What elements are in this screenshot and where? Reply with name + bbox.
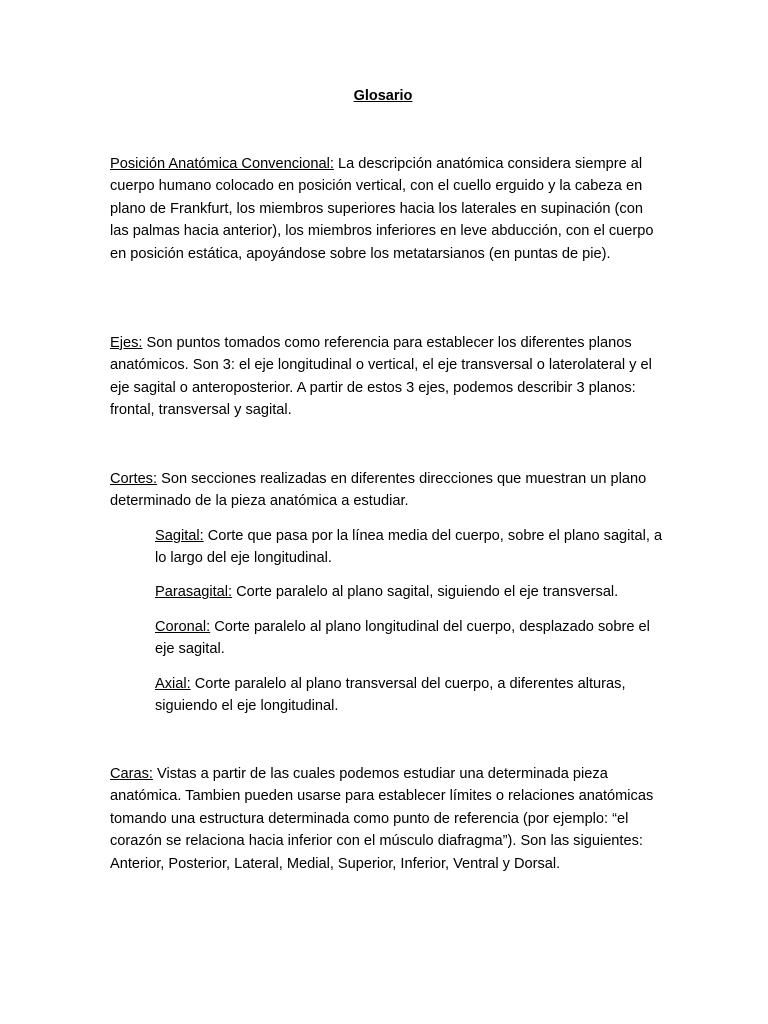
definition-cortes: Son secciones realizadas en diferentes direcciones que muestran un plano determinado de la pieza anatómica a estudiar. [110,471,647,510]
paragraph-ejes [110,332,662,422]
term-parasagital: Parasagital: [155,584,233,600]
definition-coronal: Corte paralelo al plano longitudinal del cuerpo, desplazado sobre el eje sagital. [155,619,650,658]
paragraph-cortes [110,468,662,513]
term-sagital: Sagital: [155,528,204,544]
term-caras: Caras: [110,766,153,782]
subitem-sagital [155,525,663,570]
definition-posicion-anatomica: La descripción anatómica considera siempre al cuerpo humano colocado en posición vertical, con el cuello erguido y la cabeza en plano de Frankfurt, los miembros superiores hacia los laterales en supinación (con las palmas hacia anterior), los miembros inferiores en leve abducción, con el cuerpo en posición estática, apoyándose sobre los metatarsianos (en puntas de pie). [110,156,654,262]
definition-axial: Corte paralelo al plano transversal del cuerpo, a diferentes alturas, siguiendo el eje longitudinal. [155,676,626,715]
definition-caras: Vistas a partir de las cuales podemos estudiar una determinada pieza anatómica. Tambien pueden usarse para establecer límites o relaciones anatómicas tomando una estructura determinada como punto de referencia (por ejemplo: “el corazón se relaciona hacia inferior con el músculo diafragma”). Son las siguientes: Anterior, Posterior, Lateral, Medial, Superior, Inferior, Ventral y Dorsal. [110,766,654,872]
page-title: Glosario [353,88,413,104]
term-ejes: Ejes: [110,335,143,351]
term-coronal: Coronal: [155,619,211,635]
term-axial: Axial: [155,676,191,692]
paragraph-posicion-anatomica [110,153,662,265]
paragraph-caras [110,763,662,875]
subitem-parasagital [155,581,663,603]
definition-ejes: Son puntos tomados como referencia para establecer los diferentes planos anatómicos. Son 3: el eje longitudinal o vertical, el eje transversal o laterolateral y el eje sagital o anteroposterior. A partir de estos 3 ejes, podemos describir 3 planos: frontal, transversal y sagital. [110,335,652,419]
subitem-coronal [155,616,663,661]
term-cortes: Cortes: [110,471,158,487]
term-posicion-anatomica: Posición Anatómica Convencional: [110,156,334,172]
definition-parasagital: Corte paralelo al plano sagital, siguiendo el eje transversal. [232,584,619,600]
subitem-axial [155,673,663,718]
definition-sagital: Corte que pasa por la línea media del cuerpo, sobre el plano sagital, a lo largo del eje longitudinal. [155,528,663,567]
